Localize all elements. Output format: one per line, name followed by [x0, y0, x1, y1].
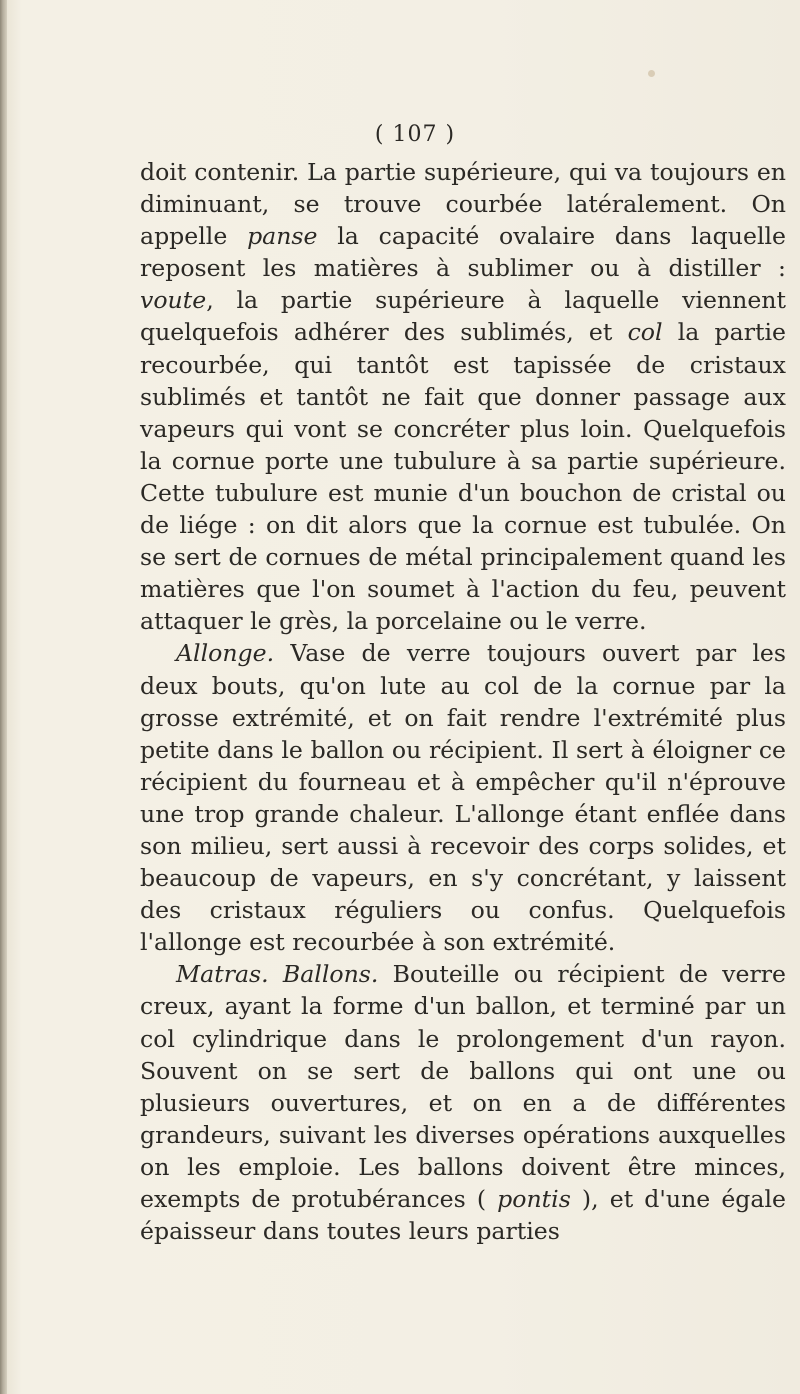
italic-term: col — [627, 318, 663, 347]
paragraph-allonge — [140, 637, 786, 958]
paragraph-matras — [140, 958, 786, 1247]
page-binding-edge — [0, 0, 7, 1394]
text-run: , la partie supérieure à laquelle viennent quelquefois adhérer des sublimés, et — [140, 286, 786, 347]
italic-term: voute — [140, 286, 207, 315]
text-run: Bouteille ou récipient de verre creux, ayant la forme d'un ballon, et terminé par un col cylindrique dans le prolongement d'un rayon. Souvent on se sert de ballons qui ont une ou plusieurs ouvertures, et on en a de différentes grandeurs, suivant les diverses opérations auxquelles on les emploie. Les ballons doivent être minces, exempts de protubérances ( — [140, 960, 786, 1213]
text-run: doit contenir. La partie supérieure, qui va toujours en diminuant, se trouve courbée latéralement. On appelle — [140, 158, 786, 251]
text-run: la partie recourbée, qui tantôt est tapissée de cristaux sublimés et tantôt ne fait que donner passage aux vapeurs qui vont se concréter plus loin. Quelquefois la cornue porte une tubulure à sa partie supérieure. Cette tubulure est munie d'un bouchon de cristal ou de liége : on dit alors que la cornue est tubulée. On se sert de cornues de métal principalement quand les matières que l'on soumet à l'action du feu, peuvent attaquer le grès, la porcelaine ou le verre. — [140, 318, 786, 636]
page-number: ( 107 ) — [374, 122, 456, 147]
paragraph-cornue — [140, 156, 786, 637]
text-run: Vase de verre toujours ouvert par les deux bouts, qu'on lute au col de la cornue par la grosse extrémité, et on fait rendre l'extrémité plus petite dans le ballon ou récipient. Il sert à éloigner ce récipient du fourneau et à empêcher qu'il n'éprouve une trop grande chaleur. L'allonge étant enflée dans son milieu, sert aussi à recevoir des corps solides, et beaucoup de vapeurs, en s'y concrétant, y laissent des cristaux réguliers ou confus. Quelquefois l'allonge est recourbée à son extrémité. — [140, 639, 786, 957]
text-run: ), et d'une égale épaisseur dans toutes leurs parties — [140, 1185, 786, 1246]
paper-stain — [648, 70, 655, 77]
italic-term: pontis — [497, 1185, 571, 1213]
entry-heading: Allonge. — [176, 639, 275, 668]
italic-term: panse — [247, 222, 318, 251]
text-run: la capacité ovalaire dans laquelle reposent les matières à sublimer ou à distiller : — [140, 222, 786, 283]
page-body-text — [140, 156, 786, 1247]
entry-heading: Matras. Ballons. — [176, 960, 379, 989]
